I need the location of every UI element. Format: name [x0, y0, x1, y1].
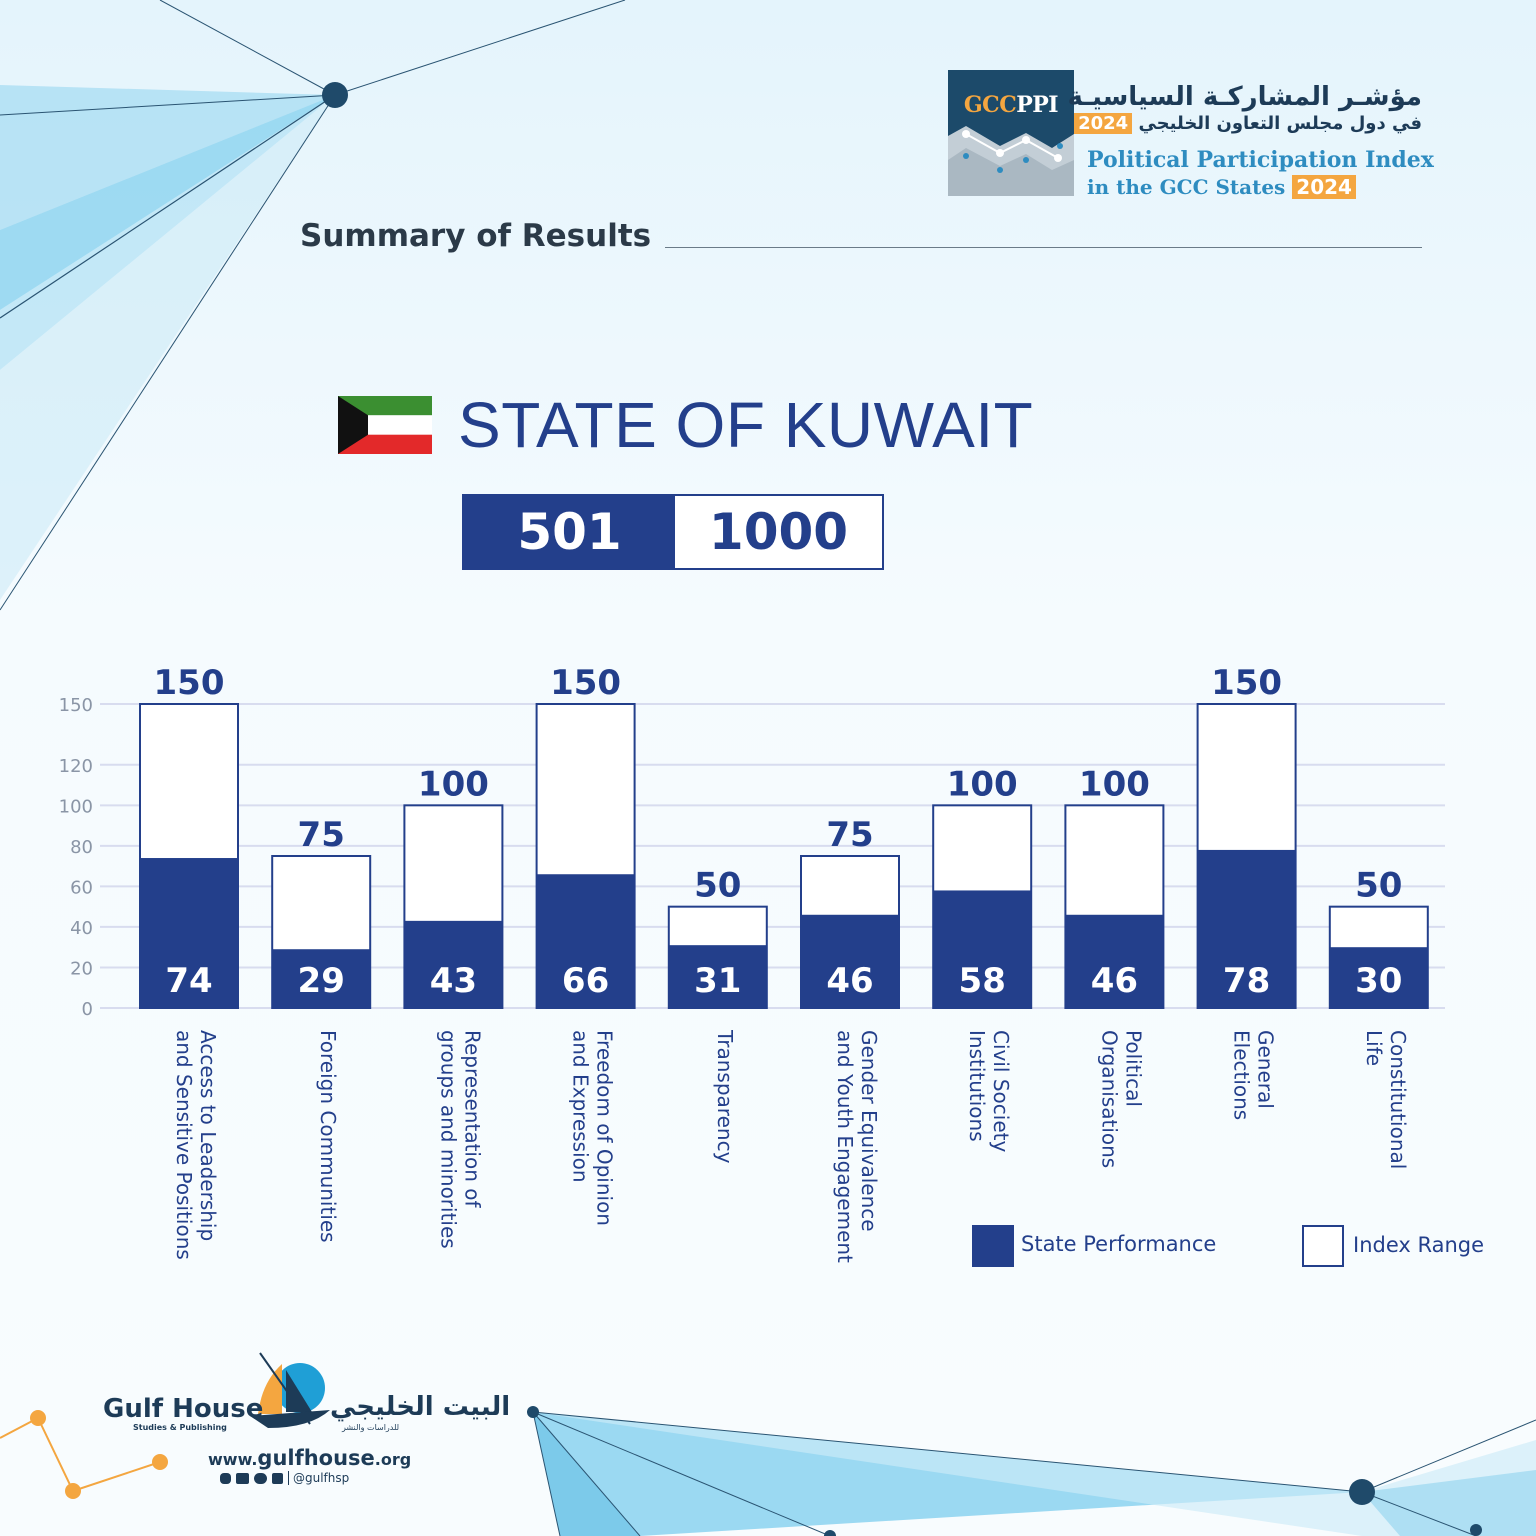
- divider: [665, 247, 1422, 248]
- category-label-line: Gender Equivalence: [857, 1030, 881, 1232]
- category-label-line: Freedom of Opinion: [592, 1030, 617, 1226]
- website-link[interactable]: [208, 1446, 411, 1470]
- category-label: [316, 1030, 340, 1243]
- category-label-line: Civil Society: [989, 1030, 1014, 1153]
- performance-value-label: 29: [297, 961, 345, 1001]
- category-label-line: Organisations: [1097, 1030, 1122, 1169]
- url-prefix: www.: [208, 1450, 258, 1469]
- arabic-subtitle-text: في دول مجلس التعاون الخليجي: [1138, 113, 1422, 134]
- y-tick-label: 60: [70, 877, 93, 899]
- category-label-line: General: [1253, 1030, 1278, 1109]
- range-value-label: 75: [826, 815, 874, 855]
- performance-value-label: 78: [1222, 961, 1271, 1001]
- category-label-line: and Expression: [568, 1030, 593, 1183]
- brand-tagline-ar: للدراسات والنشر: [342, 1423, 400, 1432]
- performance-value-label: 58: [958, 961, 1006, 1001]
- total-score-box: [462, 494, 884, 570]
- legend-swatch-index-range: [1302, 1225, 1344, 1267]
- category-label: [1230, 1030, 1278, 1120]
- results-bar-chart: [0, 640, 1536, 1290]
- logo-text: GCCPPI: [963, 92, 1059, 118]
- category-label-line: and Youth Engagement: [833, 1030, 857, 1263]
- range-value-label: 100: [1078, 764, 1150, 805]
- brand-name-ar: البيت الخليجي: [330, 1392, 511, 1422]
- category-label: [436, 1030, 484, 1249]
- performance-value-label: 74: [165, 961, 213, 1001]
- english-title: Political Participation Index: [1087, 147, 1434, 173]
- y-tick-label: 20: [70, 958, 93, 980]
- legend-label-index-range: Index Range: [1353, 1233, 1485, 1257]
- performance-value-label: 31: [694, 961, 742, 1001]
- performance-value-label: 30: [1355, 961, 1403, 1001]
- youtube-icon[interactable]: [236, 1473, 249, 1484]
- kuwait-flag-icon: [338, 396, 432, 454]
- total-score-value: 501: [464, 496, 675, 568]
- twitter-icon[interactable]: [254, 1473, 267, 1484]
- range-value-label: 100: [946, 764, 1018, 805]
- category-label: [172, 1030, 220, 1260]
- y-tick-label: 0: [81, 999, 93, 1020]
- url-domain: gulfhouse: [257, 1446, 375, 1470]
- url-suffix: .org: [374, 1450, 412, 1469]
- social-links: [220, 1471, 349, 1485]
- range-value-label: 50: [694, 865, 742, 906]
- summary-title: Summary of Results: [300, 218, 652, 254]
- category-label-line: Constitutional: [1385, 1030, 1410, 1170]
- english-subtitle: [1087, 175, 1356, 199]
- y-tick-label: 100: [58, 796, 93, 818]
- performance-value-label: 43: [429, 961, 478, 1001]
- range-value-label: 100: [417, 764, 489, 805]
- logo-graph-icon: [948, 70, 1074, 196]
- y-tick-label: 150: [58, 695, 93, 716]
- performance-value-label: 66: [561, 961, 610, 1001]
- category-label-line: Foreign Communities: [316, 1030, 341, 1243]
- social-handle[interactable]: @gulfhsp: [288, 1471, 349, 1485]
- country-name: STATE OF KUWAIT: [458, 389, 1034, 461]
- year-badge-en: 2024: [1292, 175, 1356, 199]
- category-label-line: Transparency: [712, 1030, 737, 1164]
- category-label-line: Representation of: [460, 1030, 485, 1208]
- category-label: [965, 1030, 1013, 1152]
- category-label-line: groups and minorities: [436, 1030, 461, 1249]
- range-value-label: 150: [153, 663, 225, 703]
- legend-swatch-state-performance: [972, 1225, 1014, 1267]
- english-subtitle-text: in the GCC States: [1087, 175, 1286, 199]
- y-tick-label: 120: [58, 755, 93, 777]
- arabic-title: مؤشـر المشاركـة السياسيـة: [1067, 82, 1422, 112]
- category-label-line: Elections: [1229, 1030, 1254, 1121]
- range-value-label: 50: [1355, 865, 1403, 906]
- legend-label-state-performance: State Performance: [1021, 1232, 1217, 1256]
- category-label-line: Political: [1121, 1030, 1146, 1107]
- category-label: [569, 1030, 617, 1226]
- category-label: [833, 1030, 881, 1263]
- year-badge: 2024: [1074, 113, 1132, 134]
- range-value-label: 150: [550, 663, 622, 703]
- category-label-line: and Sensitive Positions: [172, 1030, 196, 1260]
- category-label-line: Institutions: [965, 1030, 990, 1142]
- range-value-label: 150: [1211, 663, 1283, 703]
- gccppi-logo: [948, 70, 1074, 196]
- performance-value-label: 46: [826, 961, 874, 1001]
- category-label: [713, 1029, 737, 1164]
- category-label: [1362, 1030, 1410, 1169]
- category-label-line: Access to Leadership: [196, 1030, 220, 1242]
- brand-name-en: Gulf House: [103, 1394, 264, 1424]
- facebook-icon[interactable]: [272, 1473, 283, 1484]
- total-score-max: 1000: [708, 503, 849, 561]
- y-tick-label: 80: [70, 836, 93, 858]
- instagram-icon[interactable]: [220, 1473, 231, 1484]
- brand-tagline-en: Studies & Publishing: [133, 1423, 227, 1432]
- arabic-subtitle: [1074, 113, 1422, 134]
- range-value-label: 75: [297, 815, 345, 855]
- category-label: [1097, 1030, 1145, 1168]
- performance-value-label: 46: [1090, 961, 1139, 1001]
- category-label-line: Life: [1361, 1030, 1386, 1067]
- y-tick-label: 40: [70, 917, 93, 939]
